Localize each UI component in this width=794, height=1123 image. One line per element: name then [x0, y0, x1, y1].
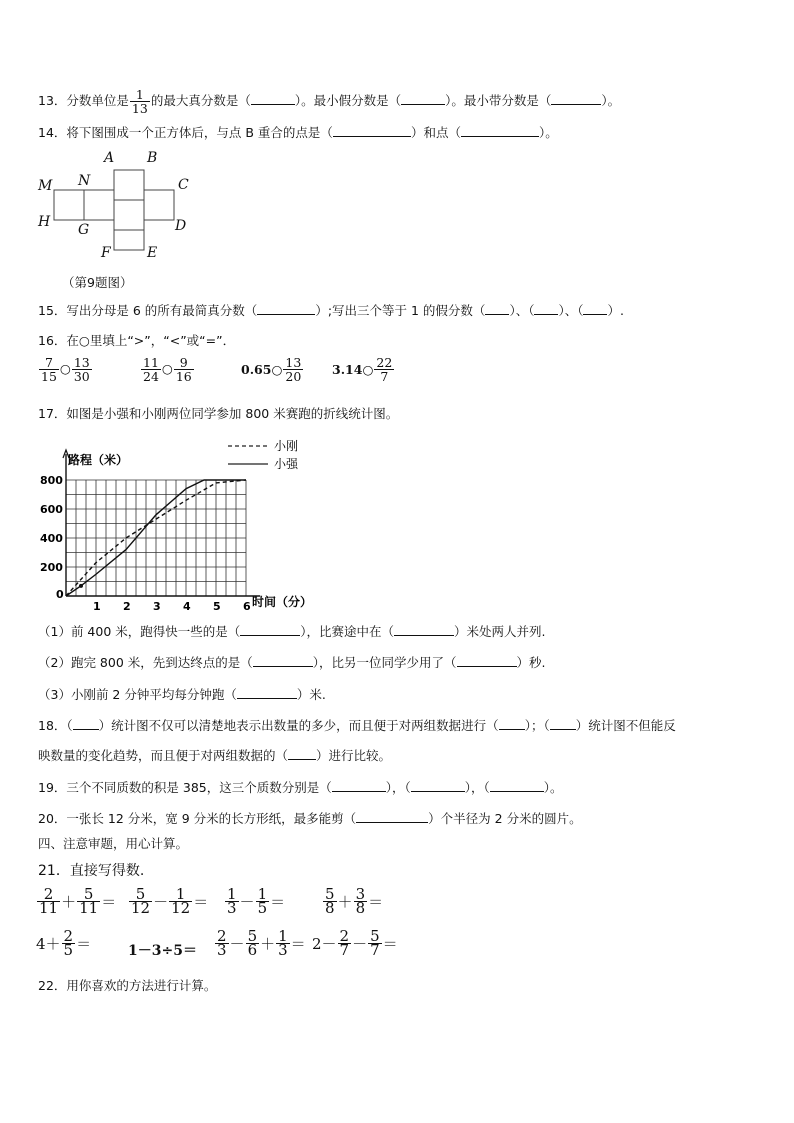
section-heading: 四、注意审题，用心计算。: [38, 836, 189, 851]
question-15: 15．写出分母是 6 的所有最简真分数（ ）;写出三个等于 1 的假分数（ ）、（ ）、（ ）.: [38, 303, 624, 318]
point-label-e: E: [147, 245, 158, 261]
answer-blank[interactable]: [499, 717, 525, 730]
chart-axes: [63, 450, 260, 596]
answer-blank[interactable]: [550, 717, 576, 730]
question-13: 13．分数单位是 $\frac{1}{13}$ 的最大真分数是（ ）。最小假分数是（ ）。最小带分数是（ ）。: [38, 87, 621, 116]
question-17-sub3: （3）小刚前 2 分钟平均每分钟跑（ ）米.: [38, 687, 326, 702]
answer-blank[interactable]: [73, 717, 99, 730]
answer-blank[interactable]: [240, 623, 300, 636]
x-tick-label: 6: [243, 600, 251, 613]
answer-blank[interactable]: [253, 654, 313, 667]
x-tick-label: 0: [56, 588, 64, 601]
x-tick-label: 5: [213, 600, 221, 613]
chart-legend: [228, 438, 299, 471]
question-number: 13．: [38, 93, 67, 108]
compare-circle[interactable]: ○: [161, 361, 173, 376]
answer-blank[interactable]: [237, 686, 297, 699]
question-number: 18．: [38, 718, 67, 733]
fraction: $\frac{1}{13}$: [131, 87, 148, 116]
answer-blank[interactable]: [251, 92, 295, 105]
point-label-c: C: [178, 177, 189, 193]
answer-blank[interactable]: [457, 654, 517, 667]
answer-blank[interactable]: [534, 302, 558, 315]
fraction: $\frac{11}{24}$: [143, 355, 159, 384]
point-label-g: G: [78, 222, 90, 238]
calc-expression-8: 2－ $\frac{2}{7}$ － $\frac{5}{7}$ ＝: [312, 927, 398, 959]
answer-blank[interactable]: [551, 92, 601, 105]
question-number: 21．: [38, 863, 70, 879]
question-21: 21．直接写得数.: [38, 863, 145, 879]
question-14: 14．将下图围成一个正方体后，与点 B 重合的点是（ ）和点（ ）。: [38, 125, 558, 140]
y-tick-label: 200: [40, 561, 63, 574]
calc-expression-3: $\frac{1}{3}$ － $\frac{1}{5}$ ＝: [227, 885, 286, 917]
cube-net: [36, 150, 206, 265]
question-number: 15．: [38, 303, 67, 318]
x-tick-label: 3: [153, 600, 161, 613]
legend-label-xiaoqiang: 小强: [274, 457, 299, 471]
y-tick-label: 600: [40, 503, 63, 516]
question-number: 17．: [38, 406, 67, 421]
answer-blank[interactable]: [485, 302, 509, 315]
fraction: $\frac{13}{30}$: [73, 355, 90, 384]
question-17-sub2: （2）跑完 800 米，先到达终点的是（ ），比另一位同学少用了（ ）秒.: [38, 655, 546, 670]
question-number: 16．: [38, 333, 67, 348]
answer-blank[interactable]: [257, 302, 315, 315]
answer-blank[interactable]: [333, 124, 411, 137]
data-point: [79, 584, 83, 588]
answer-blank[interactable]: [288, 747, 316, 760]
y-axis-label: 路程（米）: [68, 453, 129, 467]
x-axis-label: 时间（分）: [252, 595, 313, 609]
cube-net-figure: [36, 150, 206, 265]
point-label-m: M: [38, 178, 53, 194]
fraction: $\frac{9}{16}$: [175, 355, 192, 384]
compare-item-4: 3.14○ $\frac{22}{7}$: [332, 355, 393, 384]
answer-blank[interactable]: [401, 92, 445, 105]
compare-item-2: [140, 356, 195, 383]
x-tick-label: 2: [123, 600, 131, 613]
compare-item-1: [38, 356, 93, 383]
compare-circle[interactable]: ○: [271, 362, 283, 377]
point-label-f: F: [101, 245, 111, 261]
x-tick-label: 1: [93, 600, 101, 613]
calc-expression-6: 1－3÷5＝: [128, 943, 197, 959]
compare-item-3: 0.65○ $\frac{13}{20}$: [241, 355, 302, 384]
fraction: $\frac{22}{7}$: [376, 355, 393, 384]
calc-expression-7: $\frac{2}{3}$ － $\frac{5}{6}$ ＋ $\frac{1}{3}$ ＝: [217, 927, 306, 959]
legend-label-xiaogang: 小刚: [274, 439, 299, 453]
question-16: 16．在○里填上“>”，“<”或“=”．: [38, 333, 236, 348]
fraction: $\frac{13}{20}$: [285, 355, 302, 384]
chart-grid: [66, 480, 246, 596]
figure-caption: （第9题图）: [62, 275, 133, 290]
point-label-b: B: [147, 150, 158, 166]
question-18-cont: 映数量的变化趋势，而且便于对两组数据的（ ）进行比较。: [38, 748, 392, 763]
question-number: 19．: [38, 780, 67, 795]
line-chart: [36, 436, 336, 618]
calc-expression-1: $\frac{2}{11}$ ＋ $\frac{5}{11}$ ＝: [39, 885, 117, 917]
answer-blank[interactable]: [490, 779, 544, 792]
answer-blank[interactable]: [356, 810, 428, 823]
x-tick-label: 4: [183, 600, 191, 613]
question-19: 19．三个不同质数的积是 385，这三个质数分别是（ ），（ ），（ ）。: [38, 780, 563, 795]
calc-expression-4: $\frac{5}{8}$ ＋ $\frac{3}{8}$ ＝: [325, 885, 384, 917]
point-label-d: D: [175, 218, 187, 234]
answer-blank[interactable]: [394, 623, 454, 636]
question-17-sub1: （1）前 400 米，跑得快一些的是（ ），比赛途中在（ ）米处两人并列.: [38, 624, 546, 639]
compare-circle[interactable]: ○: [59, 361, 71, 376]
point-label-h: H: [38, 214, 51, 230]
question-18: 18．（ ）统计图不仅可以清楚地表示出数量的多少，而且便于对两组数据进行（ ）；（ ）统计图不但能反: [38, 718, 676, 733]
point-label-a: A: [104, 150, 115, 166]
question-17: 17．如图是小强和小刚两位同学参加 800 米赛跑的折线统计图。: [38, 406, 399, 421]
answer-blank[interactable]: [332, 779, 386, 792]
question-20: 20．一张长 12 分米，宽 9 分米的长方形纸，最多能剪（ ）个半径为 2 分米的圆片。: [38, 811, 582, 826]
y-tick-label: 800: [40, 474, 63, 487]
question-number: 22．: [38, 978, 67, 993]
calc-expression-5: 4＋ $\frac{2}{5}$ ＝: [36, 927, 92, 959]
answer-blank[interactable]: [461, 124, 539, 137]
question-number: 14．: [38, 125, 67, 140]
calc-expression-2: $\frac{5}{12}$ － $\frac{1}{12}$ ＝: [131, 885, 209, 917]
answer-blank[interactable]: [411, 779, 465, 792]
y-tick-label: 400: [40, 532, 63, 545]
question-number: 20．: [38, 811, 67, 826]
compare-circle[interactable]: ○: [362, 362, 374, 377]
question-22: 22．用你喜欢的方法进行计算。: [38, 978, 217, 993]
fraction: $\frac{7}{15}$: [41, 355, 57, 384]
answer-blank[interactable]: [583, 302, 607, 315]
point-label-n: N: [78, 173, 91, 189]
